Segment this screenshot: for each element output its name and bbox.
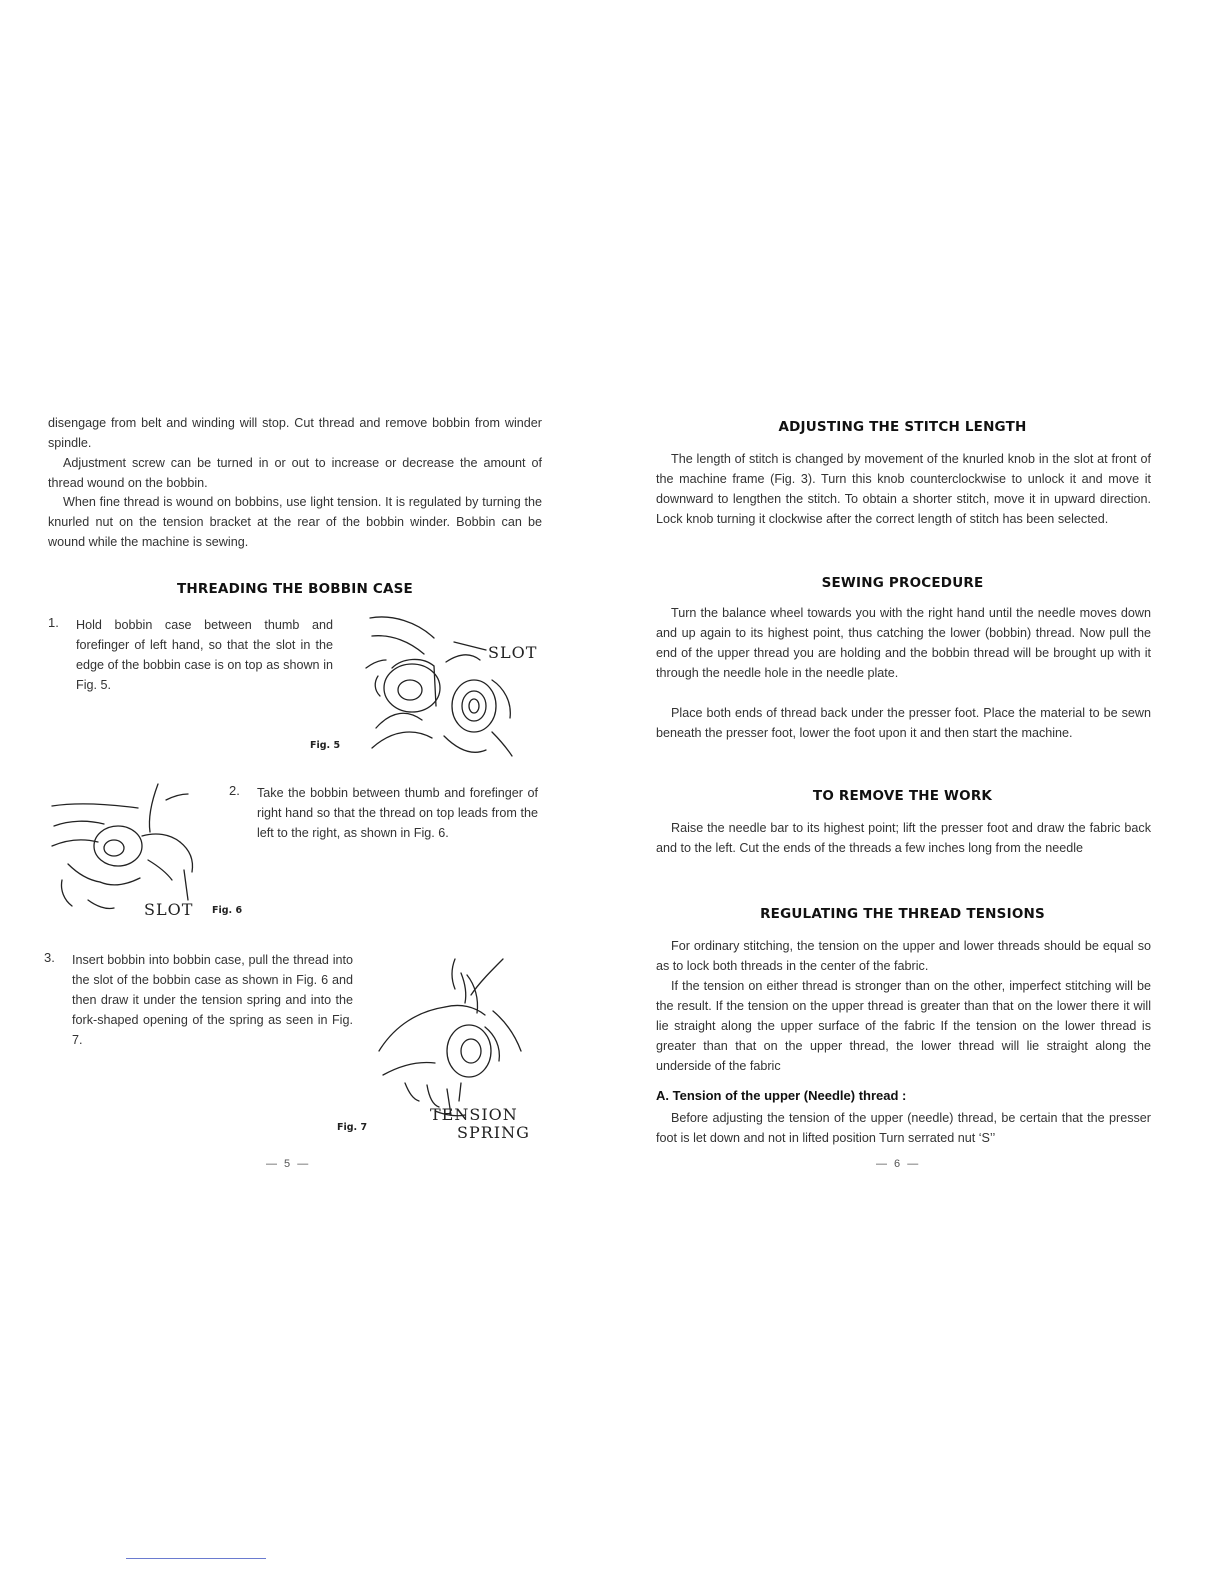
heading-remove-work: TO REMOVE THE WORK: [812, 788, 993, 804]
step-2-text: Take the bobbin between thumb and forefinger of right hand so that the thread on top leads from the left to the right, as shown in Fig. 6.: [257, 786, 538, 840]
step-2-number: 2.: [229, 783, 240, 798]
figure-6: [48, 780, 208, 920]
right-page-number: — 6 —: [876, 1158, 921, 1170]
stitch-length-paragraph: The length of stitch is changed by movement of the knurled knob in the slot at front of the machine frame (Fig. 3). Turn this knob counterclockwise to unlock it and move it downward to lengthen the stitch. To obtain a shorter stitch, move it in upward direction. Lock knob turning it clockwise after the correct length of stitch has been selected.: [656, 452, 1151, 526]
left-page-number: — 5 —: [266, 1158, 311, 1170]
heading-adjusting-stitch-length: ADJUSTING THE STITCH LENGTH: [778, 419, 1027, 435]
intro-paragraph-3: When fine thread is wound on bobbins, use light tension. It is regulated by turning the knurled nut on the tension bracket at the rear of the bobbin winder. Bobbin can be wound while the machine is sewing.: [48, 495, 542, 549]
step-1-text: Hold bobbin case between thumb and forefinger of left hand, so that the slot in the edge of the bobbin case is on top as shown in Fig. 5.: [76, 618, 333, 692]
intro-paragraph-1: disengage from belt and winding will stop. Cut thread and remove bobbin from winder spindle.: [48, 416, 542, 450]
fig7-caption: Fig. 7: [337, 1122, 368, 1133]
figure-7: [375, 955, 540, 1145]
fig6-illustration: [48, 780, 208, 920]
heading-sewing-procedure: SEWING PROCEDURE: [821, 575, 984, 591]
heading-threading-bobbin-case: THREADING THE BOBBIN CASE: [177, 581, 413, 597]
fig5-caption: Fig. 5: [310, 740, 341, 751]
subheading-upper-thread-tension: A. Tension of the upper (Needle) thread :: [656, 1088, 907, 1103]
upper-thread-paragraph: Before adjusting the tension of the upper (needle) thread, be certain that the presser foot is let down and not in lifted position Turn serrated nut ‘S’’: [656, 1111, 1151, 1145]
fig6-caption: Fig. 6: [212, 905, 243, 916]
fig5-illustration: [362, 610, 542, 760]
sewing-procedure-paragraph-1: Turn the balance wheel towards you with the right hand until the needle moves down and up again to its highest point, thus catching the lower (bobbin) thread. Now pull the end of the upper thread you are holding and the bobbin thread will be brought up with it through the needle hole in the needle plate.: [656, 606, 1151, 680]
step-3-number: 3.: [44, 950, 55, 965]
tensions-paragraph-1: For ordinary stitching, the tension on the upper and lower threads should be equal so as to lock both threads in the center of the fabric.: [656, 939, 1151, 973]
fig5-slot-label: SLOT: [488, 643, 538, 662]
bottom-rule: [126, 1558, 266, 1559]
heading-regulating-thread-tensions: REGULATING THE THREAD TENSIONS: [760, 906, 1045, 922]
intro-paragraph-2: Adjustment screw can be turned in or out to increase or decrease the amount of thread wound on the bobbin.: [48, 456, 542, 490]
step-1-number: 1.: [48, 615, 59, 630]
fig7-spring-label: SPRING: [457, 1123, 530, 1142]
remove-work-paragraph: Raise the needle bar to its highest point; lift the presser foot and draw the fabric back and to the left. Cut the ends of the threads a few inches long from the needle: [656, 821, 1151, 855]
tensions-paragraph-2: If the tension on either thread is stronger than on the other, imperfect stitching will be the result. If the tension on the upper thread is greater than that on the lower there it will lie straight along the upper surface of the fabric If the tension on the lower thread is greater than that on the upper thread, the lower thread will lie straight along the underside of the fabric: [656, 979, 1151, 1073]
sewing-procedure-paragraph-2: Place both ends of thread back under the presser foot. Place the material to be sewn beneath the presser foot, lower the foot upon it and then start the machine.: [656, 706, 1151, 740]
figure-5: [362, 610, 542, 760]
step-3-text: Insert bobbin into bobbin case, pull the thread into the slot of the bobbin case as shown in Fig. 6 and then draw it under the tension spring and into the fork-shaped opening of the spring as seen in Fig. 7.: [72, 953, 353, 1047]
fig6-slot-label: SLOT: [144, 900, 194, 919]
fig7-tension-label: TENSION: [430, 1105, 518, 1124]
